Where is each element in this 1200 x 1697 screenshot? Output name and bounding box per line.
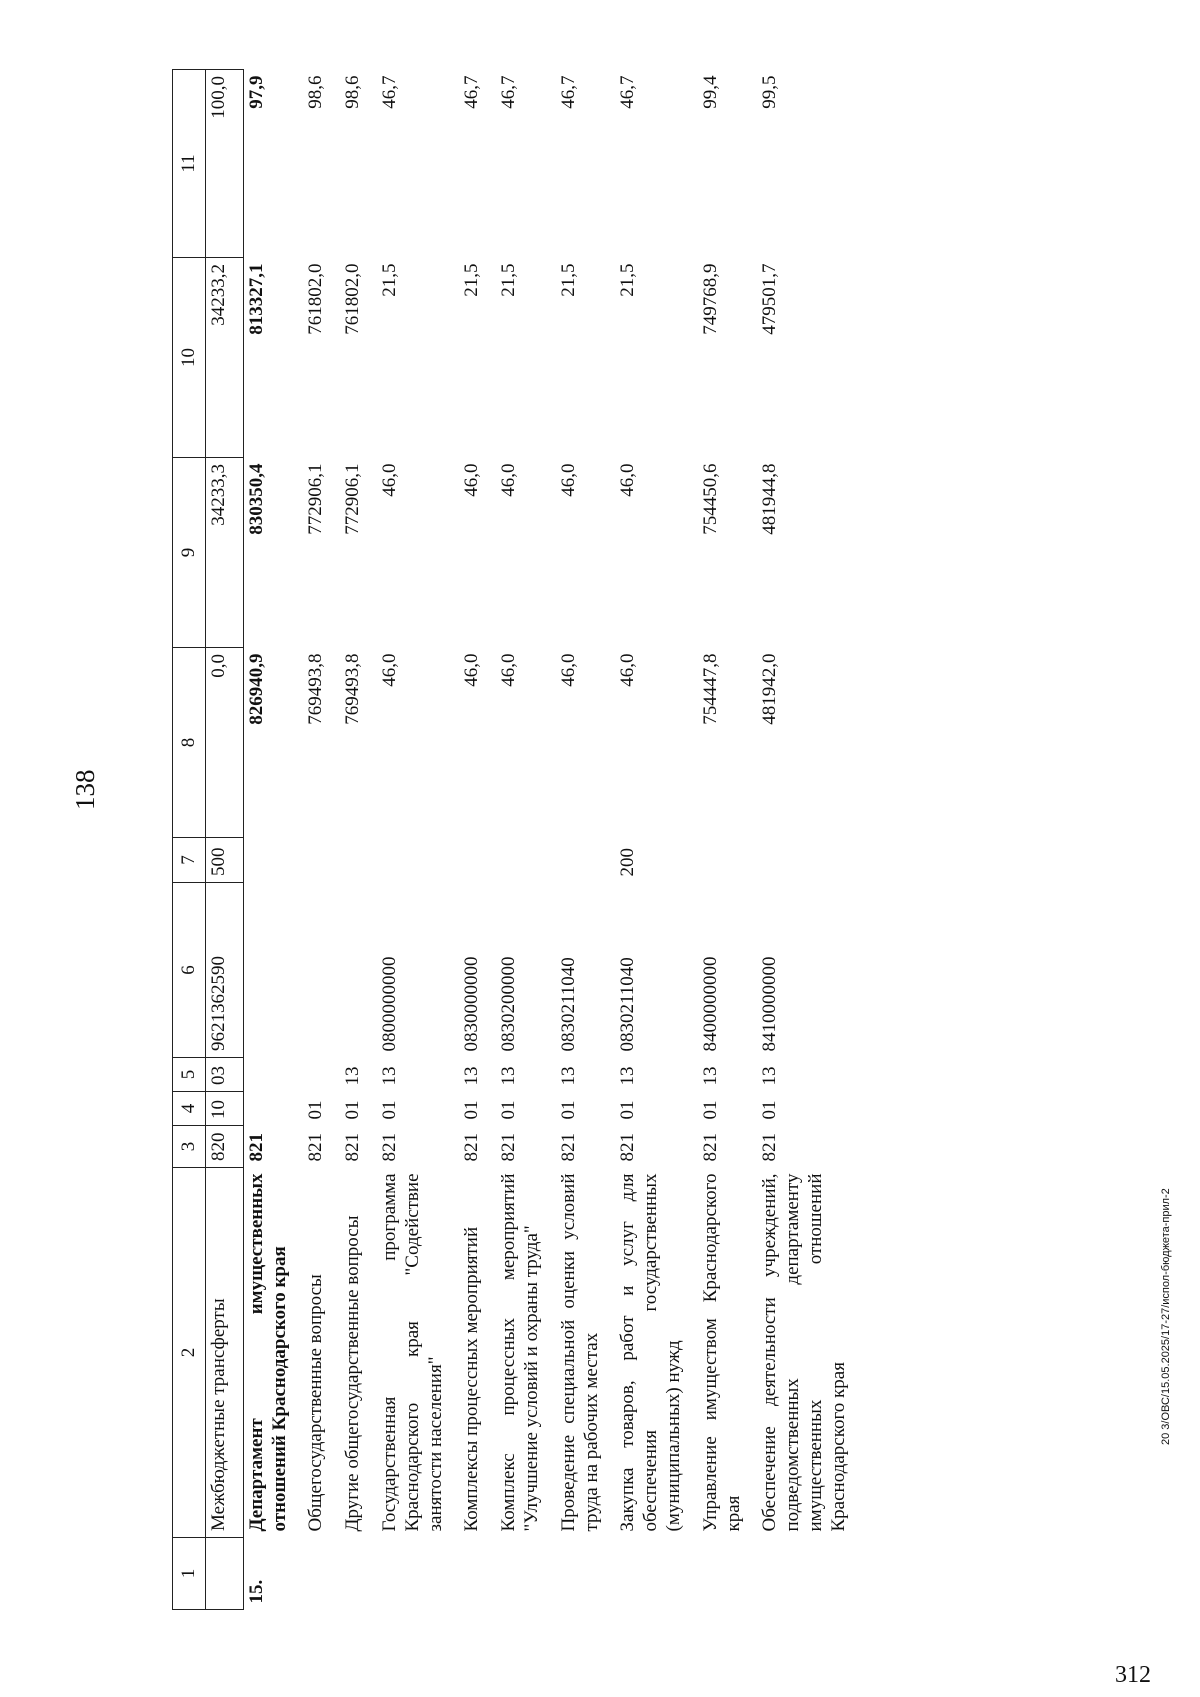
cell-col4: 01: [699, 1100, 721, 1120]
cell-col3: 821: [557, 1133, 579, 1162]
row-name: Проведение специальной оценки условий труда на рабочих местах: [557, 1173, 602, 1532]
cell-col10: 21,5: [557, 263, 579, 297]
cell-col11: 99,5: [759, 75, 781, 109]
cell-col6: [243, 883, 303, 1058]
cell-col10: 21,5: [498, 263, 520, 297]
table-row: [377, 70, 459, 1610]
row-name: Департамент имущественных отношений Краснодарского края: [245, 1173, 290, 1532]
page-number: 138: [70, 769, 100, 810]
col-header-3: 3: [173, 1126, 206, 1168]
table-row: [615, 70, 697, 1610]
cell-col11: 46,7: [498, 75, 520, 109]
row-number: [303, 1538, 340, 1610]
table-row: [496, 70, 556, 1610]
cell-col10: 749768,9: [699, 263, 721, 335]
col-header-9: 9: [173, 458, 206, 648]
cell-col10: 761802,0: [305, 263, 327, 335]
cell-col4: 01: [498, 1100, 520, 1120]
col-header-1: 1: [173, 1538, 206, 1610]
cell-col9: 754450,6: [699, 463, 721, 535]
cell-col6: 0830211040: [617, 957, 639, 1052]
cell-col8: 0,0: [206, 648, 244, 838]
col-header-5: 5: [173, 1058, 206, 1092]
cell-col5: 13: [759, 1066, 781, 1086]
cell-col8: 769493,8: [342, 653, 364, 725]
cell-col10: 34233,2: [206, 258, 244, 458]
row-name: Комплекс процессных мероприятий "Улучшение условий и охраны труда": [498, 1173, 542, 1532]
table-row: [698, 70, 758, 1610]
cell-col8: 46,0: [617, 653, 639, 687]
cell-col8: 46,0: [378, 653, 400, 687]
table-row: [303, 70, 340, 1610]
cell-col5: [243, 1058, 303, 1092]
cell-col7: [698, 838, 758, 883]
table-row: [556, 70, 616, 1610]
cell-col9: 46,0: [617, 463, 639, 497]
row-name: Общегосударственные вопросы: [305, 1274, 327, 1532]
table-row: [243, 70, 303, 1610]
row-number: [206, 1538, 244, 1610]
cell-col8: 754447,8: [699, 653, 721, 725]
table-row: [340, 70, 377, 1610]
cell-col5: 13: [378, 1066, 400, 1086]
cell-col4: 10: [206, 1092, 244, 1126]
cell-col6: [340, 883, 377, 1058]
cell-col11: 97,9: [245, 75, 267, 109]
cell-col7: [556, 838, 616, 883]
cell-col11: 46,7: [557, 75, 579, 109]
cell-col9: 46,0: [557, 463, 579, 497]
cell-col8: 46,0: [498, 653, 520, 687]
cell-col3: 821: [245, 1133, 267, 1162]
cell-col6: 0800000000: [378, 956, 400, 1052]
cell-col10: 813327,1: [245, 263, 267, 335]
cell-col10: 21,5: [378, 263, 400, 297]
col-header-4: 4: [173, 1092, 206, 1126]
table-row: [459, 70, 496, 1610]
cell-col4: [243, 1092, 303, 1126]
cell-col6: 8410000000: [759, 956, 781, 1052]
cell-col6: 9621362590: [206, 883, 244, 1058]
cell-col5: 13: [557, 1066, 579, 1086]
cell-col11: 99,4: [699, 75, 721, 109]
row-name: Обеспечение деятельности учреждений, подведомственных департаменту имущественных отношений Краснодарского края: [759, 1173, 849, 1532]
cell-col9: 46,0: [498, 463, 520, 497]
cell-col10: 479501,7: [759, 263, 781, 335]
cell-col7: [303, 838, 340, 883]
row-number: [377, 1538, 459, 1610]
cell-col8: 769493,8: [305, 653, 327, 725]
cell-col5: 13: [342, 1066, 364, 1086]
cell-col3: 821: [759, 1133, 781, 1162]
cell-col3: 821: [461, 1133, 483, 1162]
cell-col7: [757, 838, 862, 883]
cell-col10: 21,5: [461, 263, 483, 297]
cell-col3: 821: [378, 1133, 400, 1162]
cell-col6: [303, 883, 340, 1058]
cell-col3: 820: [206, 1126, 244, 1168]
cell-col11: 100,0: [206, 70, 244, 258]
cell-col4: 01: [342, 1100, 364, 1120]
col-header-7: 7: [173, 838, 206, 883]
cell-col8: 481942,0: [759, 653, 781, 725]
row-name: Закупка товаров, работ и услуг для обеспечения государственных (муниципальных) нужд: [617, 1173, 684, 1532]
cell-col4: 01: [461, 1100, 483, 1120]
cell-col9: 46,0: [461, 463, 483, 497]
row-number: [615, 1538, 697, 1610]
cell-col11: 98,6: [305, 75, 327, 109]
cell-col4: 01: [759, 1100, 781, 1120]
cell-col6: 8400000000: [699, 956, 721, 1052]
cell-col9: 481944,8: [759, 463, 781, 535]
table-row: [206, 70, 244, 1610]
cell-col7: [340, 838, 377, 883]
cell-col5: 03: [206, 1058, 244, 1092]
cell-col9: 830350,4: [245, 463, 267, 535]
cell-col3: 821: [498, 1133, 520, 1162]
col-header-10: 10: [173, 258, 206, 458]
row-name: Управление имуществом Краснодарского края: [699, 1173, 744, 1532]
cell-col6: 0830000000: [461, 956, 483, 1052]
cell-col3: 821: [699, 1133, 721, 1162]
row-name: Другие общегосударственные вопросы: [342, 1215, 364, 1532]
cell-col7: 200: [617, 848, 639, 877]
cell-col7: 500: [206, 838, 244, 883]
cell-col11: 98,6: [342, 75, 364, 109]
cell-col10: 21,5: [617, 263, 639, 297]
row-number: [556, 1538, 616, 1610]
cell-col5: 13: [498, 1066, 520, 1086]
cell-col9: 772906,1: [342, 463, 364, 535]
cell-col5: 13: [461, 1066, 483, 1086]
cell-col3: 821: [305, 1133, 327, 1162]
col-header-11: 11: [173, 70, 206, 258]
cell-col4: 01: [557, 1100, 579, 1120]
row-number: [757, 1538, 862, 1610]
row-number: [340, 1538, 377, 1610]
cell-col7: [377, 838, 459, 883]
cell-col11: 46,7: [461, 75, 483, 109]
cell-col3: 821: [342, 1133, 364, 1162]
cell-col9: 772906,1: [305, 463, 327, 535]
cell-col8: 46,0: [557, 653, 579, 687]
cell-col11: 46,7: [617, 75, 639, 109]
row-name: Межбюджетные трансферты: [206, 1168, 244, 1538]
cell-col6: 0830200000: [498, 956, 520, 1052]
col-header-2: 2: [173, 1168, 206, 1538]
rotated-table-container: [172, 70, 1012, 1610]
footer-file-path: 20 3/ОВС/15.05.2025/17-27/испол-бюджета-прил-2: [1160, 1188, 1172, 1445]
cell-col3: 821: [617, 1133, 639, 1162]
cell-col6: 0830211040: [557, 957, 579, 1052]
row-number: 15.: [245, 1579, 267, 1604]
row-number: [698, 1538, 758, 1610]
col-header-6: 6: [173, 883, 206, 1058]
sheet-number: 312: [1115, 1662, 1151, 1688]
cell-col7: [459, 838, 496, 883]
cell-col4: 01: [617, 1100, 639, 1120]
row-name: Комплексы процессных мероприятий: [461, 1226, 483, 1532]
row-number: [459, 1538, 496, 1610]
cell-col4: 01: [378, 1100, 400, 1120]
cell-col4: 01: [305, 1100, 327, 1120]
cell-col8: 826940,9: [245, 653, 267, 725]
row-number: [496, 1538, 556, 1610]
col-header-8: 8: [173, 648, 206, 838]
table-row: [757, 70, 862, 1610]
cell-col9: 46,0: [378, 463, 400, 497]
cell-col7: [243, 838, 303, 883]
cell-col8: 46,0: [461, 653, 483, 687]
cell-col10: 761802,0: [342, 263, 364, 335]
row-name: Государственная программа Краснодарского края "Содействие занятости населения": [378, 1173, 446, 1532]
cell-col5: 13: [617, 1066, 639, 1086]
cell-col5: [303, 1058, 340, 1092]
cell-col11: 46,7: [378, 75, 400, 109]
budget-table: [172, 69, 863, 1610]
cell-col5: 13: [699, 1066, 721, 1086]
cell-col7: [496, 838, 556, 883]
header-row: [173, 70, 206, 1610]
cell-col9: 34233,3: [206, 458, 244, 648]
